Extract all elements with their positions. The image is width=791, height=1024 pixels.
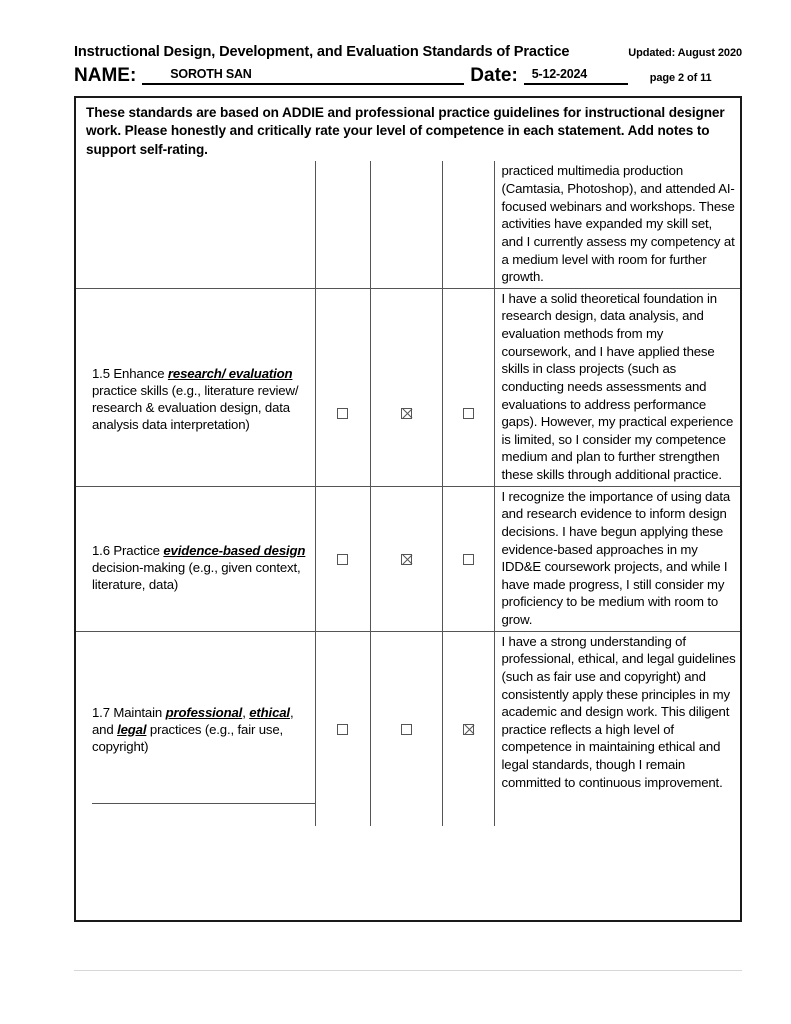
statement-text-1-7 [76, 632, 315, 755]
notes-cell-1-7[interactable] [494, 631, 740, 826]
standards-table-body [76, 161, 740, 826]
sheet-bottom-strip [92, 803, 315, 826]
statement-cell-1-6 [76, 486, 315, 631]
header-identity-row [74, 64, 742, 85]
statement-emphasis-2: ethical [249, 704, 290, 720]
document-header [74, 44, 742, 85]
rating-cell-high-1-6[interactable] [442, 486, 494, 631]
statement-lead: 1.7 Maintain [92, 704, 166, 720]
footer-divider [74, 970, 742, 971]
statement-emphasis: evidence-based design [163, 542, 306, 558]
rating-cell-medium[interactable] [370, 161, 442, 288]
rating-cell-high[interactable] [442, 161, 494, 288]
rating-cell-medium-1-7[interactable] [370, 631, 442, 826]
statement-tail: practices (e.g., fair use, copyright) [92, 721, 284, 755]
table-row [76, 486, 740, 631]
checkbox-medium-1-6[interactable] [401, 554, 412, 565]
statement-lead: 1.6 Practice [92, 542, 164, 558]
statement-tail: practice skills (e.g., literature review/ research & evaluation design, data analysis data interpretation) [92, 382, 299, 433]
instructions-text: These standards are based on ADDIE and professional practice guidelines for instructional designer work. Please honestly and critically rate your level of competence in each statement. Add notes to support self-rating. [86, 105, 725, 157]
notes-cell-1-5[interactable] [494, 288, 740, 486]
header-title-row [74, 44, 742, 60]
name-label: NAME: [74, 65, 137, 86]
checkbox-high-1-5[interactable] [463, 408, 474, 419]
updated-label: Updated: August 2020 [628, 47, 742, 59]
statement-text-1-5 [76, 289, 315, 434]
rating-cell-low-1-5[interactable] [315, 288, 370, 486]
statement-emphasis: professional [165, 704, 243, 720]
statement-emphasis-3: legal [117, 721, 147, 737]
table-row [76, 631, 740, 826]
rating-cell-low-1-7[interactable] [315, 631, 370, 826]
statement-mid: , [242, 704, 250, 720]
table-row [76, 161, 740, 288]
rating-cell-low-1-6[interactable] [315, 486, 370, 631]
date-value: 5-12-2024 [531, 67, 587, 81]
rating-cell-medium-1-6[interactable] [370, 486, 442, 631]
rating-cell-low[interactable] [315, 161, 370, 288]
checkbox-high-1-6[interactable] [463, 554, 474, 565]
notes-text-1-6: I recognize the importance of using data and research evidence to inform design decisions. I have begun applying these evidence-based approaches in my IDD&E coursework projects, and while I have made progress, I still consider my proficiency to be medium with room to grow. [501, 488, 731, 628]
statement-cell-1-5 [76, 288, 315, 486]
page-number: page 2 of 11 [649, 72, 712, 84]
checkbox-low-1-7[interactable] [337, 724, 348, 735]
statement-mid-2: , and [92, 704, 294, 737]
notes-text-1-5: I have a solid theoretical foundation in research design, data analysis, and evaluation methods from my coursework, and I have applied these skills in class projects (such as conducting needs assessments and evaluations to address performance gaps). However, my practical experience is limited, so I consider my competence medium and plan to further strengthen these skills through additional practice. [501, 290, 734, 483]
checkbox-low-1-5[interactable] [337, 408, 348, 419]
statement-tail: decision-making (e.g., given context, literature, data) [92, 559, 301, 593]
checkbox-medium-1-5[interactable] [401, 408, 412, 419]
statement-text-1-6 [76, 487, 315, 593]
date-label: Date: [470, 65, 518, 86]
standards-sheet [74, 96, 742, 922]
name-field[interactable] [142, 64, 464, 85]
notes-cell-1-6[interactable] [494, 486, 740, 631]
rating-cell-medium-1-5[interactable] [370, 288, 442, 486]
date-field[interactable] [524, 64, 628, 85]
checkbox-high-1-7[interactable] [463, 724, 474, 735]
rating-cell-high-1-7[interactable] [442, 631, 494, 826]
statement-emphasis: research/ evaluation [167, 365, 293, 381]
notes-cell[interactable] [494, 161, 740, 288]
rating-cell-high-1-5[interactable] [442, 288, 494, 486]
table-row [76, 288, 740, 486]
statement-cell [76, 161, 315, 288]
statement-cell-1-7 [76, 631, 315, 826]
checkbox-low-1-6[interactable] [337, 554, 348, 565]
standards-table [76, 161, 740, 826]
name-value: SOROTH SAN [170, 67, 252, 81]
notes-text-1-7: I have a strong understanding of professional, ethical, and legal guidelines (such as fair use and copyright) and consistently apply these principles in my academic and design work. This diligent practice reflects a high level of competence in maintaining ethical and legal standards, though I remain committed to continuous improvement. [501, 633, 736, 790]
checkbox-medium-1-7[interactable] [401, 724, 412, 735]
page-title: Instructional Design, Development, and Evaluation Standards of Practice [74, 44, 570, 60]
notes-text: practiced multimedia production (Camtasia, Photoshop), and attended AI-focused webinars and workshops. These activities have expanded my skill set, and I currently assess my competency at a medium level with room for further growth. [501, 163, 735, 285]
statement-lead: 1.5 Enhance [92, 365, 168, 381]
